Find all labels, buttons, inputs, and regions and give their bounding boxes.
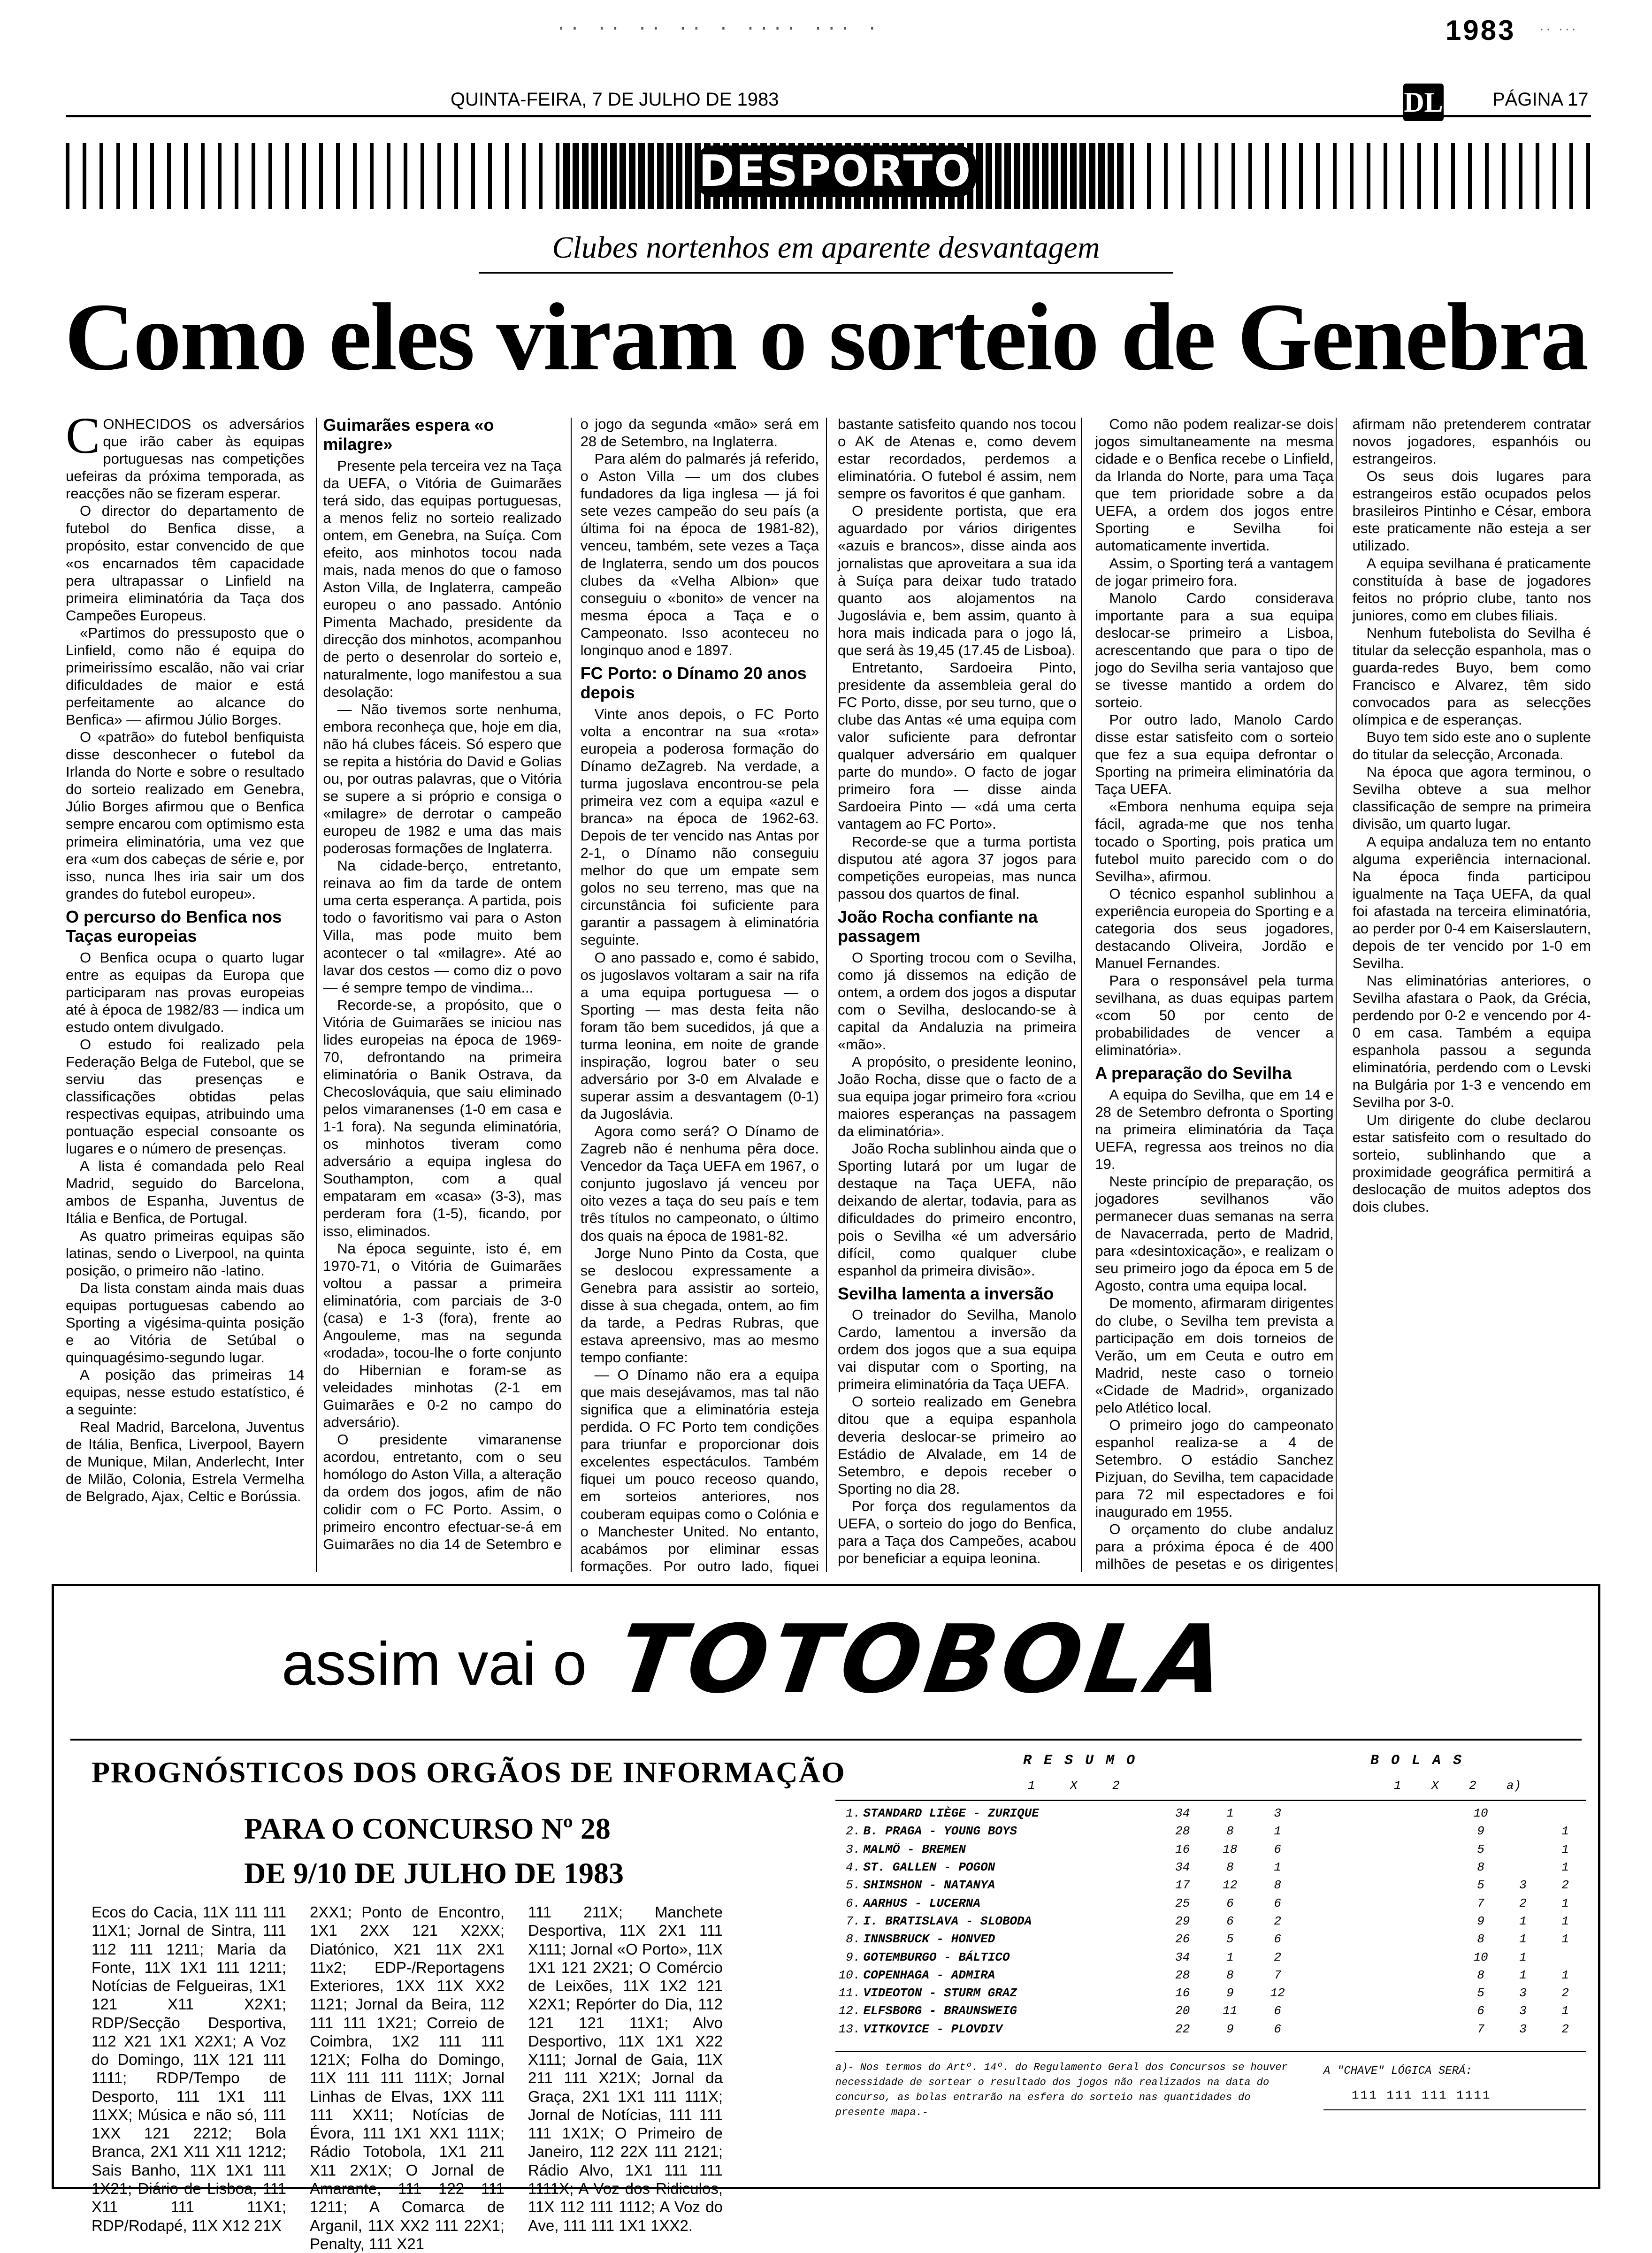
prognosticos-text: 111 211X; Manchete Desportiva, 11X 2X1 111 X111; Jornal «O Porto», 11X 1X1 121 2X21; O Comércio de Leixões, 11X 1X2 121 X2X1; Repórter do Dia, 112 121 121 11X1; Alvo Desportivo, 11X 1X1 X22 X111; Jornal de Gaia, 11X 211 111 X21X; Jornal da Graça, 2X1 1X1 111 111X; Jornal de Notícias, 111 111 111 1X1X; O Primeiro de Janeiro, 112 22X 111 2121; Rádio Alvo, 1X1 111 111 1111X; A Voz dos Ridiculos, 11X 112 111 1112; A Voz do Ave, 111 111 1X1 1XX2. bbox=[528, 1903, 723, 2234]
game-teams: STANDARD LIÈGE - ZURIQUE bbox=[863, 1806, 1039, 1821]
masthead-faded-right: ·· ··· bbox=[1539, 21, 1578, 37]
text: Presente pela terceira vez na Taça da UEFA, o Vitória de Guimarães terá sido, das equipas portuguesas, a menos feliz no sorteio realizado ontem, em Genebra, na Suíça. Com efeito, aos minhotos tocou nada mais, nada menos do que o famoso Aston Villa, de Inglaterra, campeão europeu o ano passado. António Pimenta Machado, presidente da direcção dos minhotos, acompanhou de perto o desenrolar do sorteio e, naturalmente, logo manifestou a sua desolação: bbox=[323, 457, 562, 700]
table-row bbox=[835, 1966, 1586, 1984]
paragraph bbox=[581, 949, 819, 1123]
resumo-count: 6 bbox=[1274, 1896, 1281, 1910]
paragraph bbox=[1095, 885, 1333, 972]
bolas-count: 5 bbox=[1477, 1878, 1484, 1893]
text: O orçamento do clube andaluz para a próxima época é de 400 milhões de pesetas e os dirigentes afirmam não pretenderem contratar novos jogadores, espanhóis ou estrangeiros. bbox=[1095, 416, 1591, 1573]
text: De momento, afirmaram dirigentes do clube, o Sevilha tem prevista a participação em dois torneios de Verão, um em Ceuta e outro em Madrid, neste caso o torneio «Cidade de Madrid», organizado pelo Atlético local. bbox=[1095, 1295, 1334, 1416]
paragraph bbox=[1353, 1111, 1591, 1215]
resumo-count: 3 bbox=[1274, 1806, 1281, 1821]
subheading bbox=[838, 1284, 1076, 1303]
bolas-count: 9 bbox=[1477, 1824, 1484, 1839]
resumo-count: 1 bbox=[1226, 1950, 1234, 1964]
resumo-footnote: a)- Nos termos do Artº. 14º. do Regulamento Geral dos Concursos se houver necessidade de sortear o resultado dos jogos não realizados na data do concurso, as bolas entrarão na esfera do sorteio nas quantidades do presente mapa.- bbox=[835, 2062, 1288, 2118]
bolas-count bbox=[1502, 1841, 1544, 1858]
text: Recorde-se que a turma portista disputou até agora 37 jogos para competições europeias, mas nunca passou dos quartos de final. bbox=[837, 833, 1077, 902]
game-number: 11. bbox=[838, 1986, 861, 2001]
bolas-count bbox=[1502, 1858, 1544, 1876]
resumo-count: 25 bbox=[1175, 1896, 1190, 1910]
bolas-count: 9 bbox=[1477, 1914, 1484, 1928]
game-number: 5. bbox=[846, 1878, 861, 1893]
totobola-rule bbox=[70, 1739, 1582, 1741]
kicker: Clubes nortenhos em aparente desvantagem bbox=[552, 230, 1100, 265]
bolas-count: 7 bbox=[1477, 1896, 1484, 1910]
text: Os seus dois lugares para estrangeiros estão ocupados pelos brasileiros Pintinho e César, embora este praticamente não esteja a ser utilizado. bbox=[1352, 468, 1591, 554]
bolas-count: 3 bbox=[1519, 2004, 1527, 2018]
paragraph bbox=[323, 701, 561, 857]
text: — Não tivemos sorte nenhuma, embora reconheça que, hoje em dia, não há clubes fáceis. Só espero que se repita a história do David e Golias ou, por outras palavras, que o Vitória se supere a si próprio e consiga o «milagre» de derrotar o campeão europeu de 1982 e uma das mais poderosas formações de Inglaterra. bbox=[323, 701, 562, 857]
text: Para o responsável pela turma sevilhana, as duas equipas partem «com 50 por cento de probabilidades de vencer a eliminatória». bbox=[1095, 972, 1334, 1059]
text: O presidente vimaranense acordou, entretanto, com o seu homólogo do Aston Villa, a alteração da ordem dos jogos, afim de não colidir com o FC Porto. Assim, o primeiro encontro efectuar-se-á em Guimarães no dia 14 de Setembro e o jogo da segunda «mão» será em 28 de Setembro, na Inglaterra. bbox=[323, 416, 819, 1552]
bolas-count bbox=[1544, 1804, 1586, 1822]
bolas-count: 3 bbox=[1519, 1878, 1527, 1893]
resumo-footer-rule bbox=[835, 2051, 1586, 2052]
text: João Rocha confiante na passagem bbox=[837, 907, 1038, 946]
resumo-count: 22 bbox=[1175, 2022, 1190, 2036]
totobola-logo: TOTOBOLA bbox=[612, 1605, 1236, 1714]
paragraph bbox=[1353, 728, 1591, 763]
bolas-sub-a: a) bbox=[1507, 1779, 1522, 1793]
resumo-count: 6 bbox=[1274, 2022, 1281, 2036]
paragraph bbox=[1095, 1173, 1333, 1294]
text: Nas eliminatórias anteriores, o Sevilha afastara o Paok, da Grécia, perdendo por 0-2 e vencendo por 4-0 em casa. Também a equipa espanhola passou a segunda eliminatória, perdendo com o Levski na Bulgária por 1-3 e vencendo em Sevilha por 3-0. bbox=[1352, 972, 1591, 1111]
paragraph bbox=[1095, 1086, 1333, 1173]
text: O «patrão» do futebol benfiquista disse desconhecer o futebol da Irlanda do Norte e sobre o resultado do sorteio realizado em Genebra, Júlio Borges afirmou que o Benfica sempre encarou com optimismo esta primeira eliminatória, uma vez que era «um dos cabeças de série e, por isso, nunca lhes iria sair um dos grandes do futebol europeu». bbox=[66, 729, 305, 902]
resumo-sub-2: 2 bbox=[1112, 1779, 1120, 1793]
game-teams: ELFSBORG - BRAUNSWEIG bbox=[863, 2004, 1017, 2018]
text: Neste princípio de preparação, os jogadores sevilhanos vão permanecer duas semanas na serra de Navacerrada, perto de Madrid, para «desintoxicação», e realizam o seu primeiro jogo da época em 5 de Agosto, contra uma equipa local. bbox=[1095, 1173, 1334, 1294]
bolas-count: 3 bbox=[1519, 2022, 1527, 2036]
bolas-count: 1 bbox=[1561, 1896, 1569, 1910]
prognosticos-column bbox=[92, 1903, 286, 2235]
resumo-count: 2 bbox=[1274, 1914, 1281, 1928]
text: Nenhum futebolista do Sevilha é titular da selecção espanhola, mas o guarda-redes Buyo, bem como Francisco e Alvarez, têm sido convocados para as selecções olímpica e de esperanças. bbox=[1352, 624, 1591, 728]
table-row bbox=[835, 2002, 1586, 2020]
paragraph bbox=[838, 1393, 1076, 1497]
paragraph bbox=[838, 833, 1076, 902]
bolas-count: 1 bbox=[1519, 1950, 1527, 1964]
game-teams: ST. GALLEN - POGON bbox=[863, 1860, 995, 1875]
bolas-count bbox=[1544, 1948, 1586, 1966]
resumo-count: 8 bbox=[1226, 1968, 1234, 1982]
paragraph bbox=[66, 728, 304, 902]
text: Vinte anos depois, o FC Porto volta a encontrar na sua «rota» europeia a poderosa formação do Dínamo deZagreb. Na verdade, a turma jugoslava encontrou-se pela primeira vez com a equipa «azul e branca» na época de 1962-63. Depois de ter vencido nas Antas por 2-1, o Dínamo não conseguiu melhor do que um empate sem golos no seu terreno, mas que na circunstância foi suficiente para garantir a passagem à eliminatória seguinte. bbox=[580, 705, 819, 948]
bolas-sub-2: 2 bbox=[1469, 1779, 1476, 1793]
table-row bbox=[835, 1912, 1586, 1930]
bolas-count: 8 bbox=[1477, 1932, 1484, 1947]
text: «Embora nenhuma equipa seja fácil, agrada-me que nos tenha tocado o Sporting, pois pratica um futebol muito parecido com o do Sevilha», afirmou. bbox=[1095, 798, 1334, 885]
resumo-count: 1 bbox=[1274, 1824, 1281, 1839]
paragraph bbox=[66, 1418, 304, 1505]
game-teams: VITKOVICE - PLOVDIV bbox=[863, 2022, 1002, 2036]
game-number: 7. bbox=[846, 1914, 861, 1928]
bolas-count: 1 bbox=[1561, 1842, 1569, 1856]
lead-paragraph bbox=[66, 407, 305, 502]
game-number: 13. bbox=[838, 2022, 861, 2036]
resumo-sub-1: 1 bbox=[1028, 1779, 1035, 1793]
resumo-count: 1 bbox=[1226, 1806, 1234, 1821]
spacer bbox=[1301, 1841, 1460, 1858]
text: Agora como será? O Dínamo de Zagreb não é nenhuma pêra doce. Vencedor da Taça UEFA em 1967, o conjunto jugoslavo já venceu por oito vezes a taça do seu país e tem três títulos no campeonato, o último dos quais na época de 1981-82. bbox=[580, 1123, 819, 1244]
text: João Rocha sublinhou ainda que o Sporting lutará por um lugar de destaque na Taça UEFA, não deixando de alertar, todavia, para as dificuldades do primeiro encontro, pois o Sevilha «é um adversário difícil, como qualquer clube espanhol da primeira divisão». bbox=[837, 1140, 1077, 1279]
bolas-count: 2 bbox=[1561, 2022, 1569, 2036]
text: Assim, o Sporting terá a vantagem de jogar primeiro fora. bbox=[1095, 555, 1334, 589]
text: Por força dos regulamentos da UEFA, o sorteio do jogo do Benfica, para a Taça dos Campeões, acabou por beneficiar a equipa leonina. bbox=[837, 1497, 1077, 1566]
text: A propósito, o presidente leonino, João Rocha, disse que o facto de a sua equipa jogar primeiro fora «criou maiores esperanças na passagem da eliminatória». bbox=[837, 1053, 1077, 1140]
bolas-count: 1 bbox=[1561, 2004, 1569, 2018]
resumo-count: 6 bbox=[1274, 1932, 1281, 1947]
text: Real Madrid, Barcelona, Juventus de Itália, Benfica, Liverpool, Bayern de Munique, Milan, Anderlecht, Inter de Milão, Colonia, Estrela Vermelha de Belgrado, Ajax, Celtic e Borússia. bbox=[66, 1419, 305, 1505]
paragraph bbox=[1353, 467, 1591, 554]
game-teams: MALMÖ - BREMEN bbox=[863, 1842, 966, 1856]
game-number: 9. bbox=[846, 1950, 861, 1964]
resumo-count: 9 bbox=[1226, 2022, 1234, 2036]
paragraph bbox=[838, 1497, 1076, 1567]
text: A equipa do Sevilha, que em 14 e 28 de Setembro defronta o Sporting na primeira eliminatória da Taça UEFA, regressa aos treinos no dia 19. bbox=[1095, 1086, 1334, 1172]
resumo-count: 8 bbox=[1274, 1878, 1281, 1893]
spacer bbox=[1301, 1858, 1460, 1876]
resumo-count: 12 bbox=[1223, 1878, 1238, 1893]
chave-rule bbox=[1323, 2109, 1586, 2110]
table-row bbox=[835, 1822, 1586, 1840]
subheading bbox=[838, 907, 1076, 946]
spacer bbox=[1301, 2020, 1460, 2038]
prognosticos-date: DE 9/10 DE JULHO DE 1983 bbox=[244, 1856, 624, 1890]
resumo-count: 6 bbox=[1226, 1914, 1234, 1928]
paragraph bbox=[66, 1157, 304, 1227]
masthead-faded-title: ·· ·· ·· ·· · ···· ··· · bbox=[556, 19, 880, 39]
paragraph bbox=[323, 996, 561, 1240]
resumo-count: 18 bbox=[1223, 1842, 1238, 1856]
game-teams: AARHUS - LUCERNA bbox=[863, 1896, 981, 1910]
paragraph bbox=[66, 1227, 304, 1279]
text: O ano passado e, como é sabido, os jugoslavos voltaram a sair na rifa a uma equipa portuguesa — o Sporting — mas desta feita não foram tão bem sucedidos, já que a turma leonina, em noite de grande inspiração, logrou bater o seu adversário por 3-0 em Alvalade e superar assim a desvantagem (0-1) da Jugoslávia. bbox=[580, 949, 819, 1123]
paragraph bbox=[838, 502, 1076, 659]
bolas-label: B O L A S bbox=[1370, 1753, 1464, 1769]
text: As quatro primeiras equipas são latinas, sendo o Liverpool, na quinta posição, o primeiro não -latino. bbox=[66, 1227, 305, 1279]
bolas-count: 2 bbox=[1519, 1896, 1527, 1910]
text: ONHECIDOS os adversários que irão caber às equipas portuguesas nas competições uefeiras da próxima temporada, as reacções não se fizeram esperar. bbox=[66, 416, 305, 502]
table-row bbox=[835, 1804, 1586, 1822]
text: «Partimos do pressuposto que o Linfield, como não é equipa do primeirissímo escalão, não vai criar dificuldades de maior e está perfeitamente ao alcance do Benfica» — afirmou Júlio Borges. bbox=[66, 624, 305, 728]
resumo-count: 17 bbox=[1175, 1878, 1190, 1893]
spacer bbox=[1301, 1984, 1460, 2002]
paragraph bbox=[1095, 555, 1333, 589]
text: O Benfica ocupa o quarto lugar entre as equipas da Europa que participaram nas provas europeias até à época de 1982/83 — indica um estudo ontem divulgado. bbox=[66, 949, 305, 1035]
prognosticos-text: Ecos do Cacia, 11X 111 111 11X1; Jornal de Sintra, 111 112 111 1211; Maria da Fonte, 11X 1X1 111 1211; Notícias de Felgueiras, 1X1 121 X11 X2X1; RDP/Secção Desportiva, 112 X21 1X1 X2X1; A Voz do Domingo, 11X 121 111 1111; RDP/Tempo de Desporto, 111 1X1 111 11XX; Música e não só, 111 1XX 121 2212; Bola Branca, 2X1 X11 X11 1212; Sais Banho, 11X 1X1 111 1X21; Diário de Lisboa, 111 X11 111 11X1; RDP/Rodapé, 11X X12 21X bbox=[92, 1903, 286, 2234]
bolas-count: 5 bbox=[1477, 1842, 1484, 1856]
section-label: DESPORTO bbox=[695, 145, 976, 197]
resumo-count: 12 bbox=[1270, 1986, 1285, 2001]
paragraph bbox=[323, 457, 561, 701]
text: O técnico espanhol sublinhou a experiência europeia do Sporting e a categoria dos seus jogadores, destacando Oliveira, Jordão e Manuel Fernandes. bbox=[1095, 885, 1334, 971]
text: Da lista constam ainda mais duas equipas portuguesas cabendo ao Sporting a vigésima-quinta posição e ao Vitória de Setúbal o quinquagésimo-segundo lugar. bbox=[66, 1279, 305, 1366]
text: O presidente portista, que era aguardado por vários dirigentes «azuis e brancos», disse ainda aos jornalistas que aproveitara a sua ida à Suíça para deixar tudo tratado quanto aos alojamentos na Jugoslávia e, bem assim, quanto à hora mais indicada para o jogo lá, que será às 19,45 (17.45 de Lisboa). bbox=[837, 503, 1077, 658]
text: A lista é comandada pelo Real Madrid, seguido do Barcelona, ambos de Espanha, Juventus de Itália e Benfica, de Portugal. bbox=[66, 1158, 305, 1227]
spacer bbox=[1301, 1894, 1460, 1912]
resumo-count: 20 bbox=[1175, 2004, 1190, 2018]
bolas-count: 1 bbox=[1519, 1932, 1527, 1947]
game-number: 3. bbox=[846, 1842, 861, 1856]
text: O primeiro jogo do campeonato espanhol realiza-se a 4 de Setembro. O estádio Sanchez Pizjuan, do Sevilha, tem capacidade para 72 mil espectadores e foi inaugurado em 1955. bbox=[1095, 1416, 1334, 1520]
newspaper-logo-icon: DL bbox=[1403, 84, 1444, 121]
game-teams: GOTEMBURGO - BÁLTICO bbox=[863, 1950, 1010, 1964]
bolas-count: 1 bbox=[1561, 1968, 1569, 1982]
article-body bbox=[66, 407, 1591, 1577]
paragraph bbox=[66, 624, 304, 728]
paragraph bbox=[1353, 763, 1591, 832]
text: Manolo Cardo considerava importante para a sua equipa deslocar-se primeiro a Lisboa, acrescentando que para o tipo de jogo do Sevilha seria vantajoso que se tivesse mantido a ordem do sorteio. bbox=[1095, 589, 1334, 710]
resumo-count: 5 bbox=[1226, 1932, 1234, 1947]
text: A preparação do Sevilha bbox=[1095, 1063, 1292, 1083]
table-row bbox=[835, 1876, 1586, 1894]
spacer bbox=[1301, 1876, 1460, 1894]
paragraph bbox=[1353, 833, 1591, 972]
text: Como não podem realizar-se dois jogos simultaneamente na mesma cidade e o Benfica recebe o Linfield, da Irlanda do Norte, para uma Taça que tem prioridade sobre a da UEFA, a ordem dos jogos entre Sporting e Sevilha foi automaticamente invertida. bbox=[1095, 416, 1334, 554]
text: Entretanto, Sardoeira Pinto, presidente da assembleia geral do FC Porto, disse, por seu turno, que o clube das Antas «é uma equipa com valor suficiente para defrontar qualquer adversário em qualquer parte do mundo». O facto de jogar primeiro fora — disse ainda Sardoeira Pinto — «dá uma certa vantagem ao FC Porto». bbox=[837, 659, 1077, 832]
paragraph bbox=[66, 1279, 304, 1366]
kicker-underline bbox=[479, 272, 1173, 274]
spacer bbox=[1301, 1948, 1460, 1966]
text: Para além do palmarés já referido, o Aston Villa — um dos clubes fundadores da liga inglesa — já foi sete vezes campeão do seu país (a última foi na época de 1981-82), venceu, também, sete vezes a Taça de Inglaterra, sendo um dos poucos clubes da «Velha Albion» que conseguiu o «bonito» de vencer na mesma época a Taça e o Campeonato. Isso aconteceu no longinquo anod e 1897. bbox=[580, 451, 819, 658]
paragraph bbox=[1095, 589, 1333, 711]
resumo-count: 16 bbox=[1175, 1986, 1190, 2001]
paragraph bbox=[1353, 624, 1591, 728]
subheading bbox=[66, 907, 304, 946]
bolas-count bbox=[1502, 1804, 1544, 1822]
paragraph bbox=[66, 502, 304, 624]
paragraph bbox=[838, 1053, 1076, 1140]
game-number: 10. bbox=[838, 1968, 861, 1982]
paragraph bbox=[1095, 415, 1333, 555]
text: Na época seguinte, isto é, em 1970-71, o Vitória de Guimarães voltou a passar a primeira eliminatória, com parciais de 3-0 (casa) e 1-3 (fora), frente ao Angouleme, mas na segunda «rodada», tocou-lhe o forte conjunto do Hibernian e foram-se as veleidades minhotas (2-1 em Guimarães e 0-2 no campo do adversário). bbox=[323, 1240, 562, 1431]
text: Recorde-se, a propósito, que o Vitória de Guimarães se iniciou nas lides europeias na época de 1969-70, defrontando na primeira eliminatória o Banik Ostrava, da Checoslováquia, que saiu eliminado pelos vimaranenses (1-0 em casa e 1-1 fora). Na segunda eliminatória, os minhotos tiveram como adversário a equipa inglesa do Southampton, com a qual empataram em «casa» (3-3), mas perderam fora (1-5), ficando, por isso, eliminados. bbox=[323, 996, 562, 1239]
game-number: 12. bbox=[838, 2004, 861, 2018]
edition-mark: 1983 bbox=[1446, 15, 1516, 46]
game-number: 8. bbox=[846, 1932, 861, 1947]
table-row bbox=[835, 1858, 1586, 1876]
game-number: 2. bbox=[846, 1824, 861, 1839]
bolas-count: 10 bbox=[1473, 1806, 1488, 1821]
paragraph bbox=[581, 1245, 819, 1366]
text: O sorteio realizado em Genebra ditou que a equipa espanhola deveria deslocar-se primeiro ao Estádio de Alvalade, em 14 de Setembro, e depois receber o Sporting no dia 28. bbox=[837, 1393, 1077, 1497]
resumo-rule bbox=[835, 1800, 1586, 1801]
bolas-count: 5 bbox=[1477, 1986, 1484, 2001]
resumo-count: 6 bbox=[1274, 2004, 1281, 2018]
game-number: 6. bbox=[846, 1896, 861, 1910]
game-teams: I. BRATISLAVA - SLOBODA bbox=[863, 1914, 1032, 1928]
bolas-count: 8 bbox=[1477, 1968, 1484, 1982]
resumo-header bbox=[1023, 1753, 1586, 1769]
totobola-lead: assim vai o bbox=[282, 1629, 587, 1698]
resumo-count: 8 bbox=[1226, 1860, 1234, 1875]
resumo-count: 28 bbox=[1175, 1824, 1190, 1839]
paragraph bbox=[323, 857, 561, 996]
paragraph bbox=[1353, 555, 1591, 624]
bolas-count: 1 bbox=[1561, 1824, 1569, 1839]
resumo-count: 34 bbox=[1175, 1806, 1190, 1821]
resumo-count: 9 bbox=[1226, 1986, 1234, 2001]
bolas-count: 2 bbox=[1561, 1878, 1569, 1893]
table-row bbox=[835, 1930, 1586, 1948]
text: FC Porto: o Dínamo 20 anos depois bbox=[580, 663, 807, 703]
headline: Como eles viram o sorteio de Genebra bbox=[64, 283, 1588, 390]
chave-value: 111 111 111 1111 bbox=[1352, 2088, 1491, 2102]
text: Sevilha lamenta a inversão bbox=[837, 1283, 1054, 1303]
resumo-count: 7 bbox=[1274, 1968, 1281, 1982]
prognosticos-text: 2XX1; Ponto de Encontro, 1X1 2XX 121 X2XX; Diatónico, X21 11X 2X1 11x2; EDP-/Reportagens Exteriores, 1XX 11X XX2 1121; Jornal da Beira, 112 111 111 1X21; Correio de Coimbra, 1X2 111 111 121X; Folha do Domingo, 11X 111 111 111X; Jornal Linhas de Elvas, 1XX 111 111 XX11; Notícias de Évora, 111 1X1 XX1 111X; Rádio Totobola, 1X1 211 X11 2X1X; O Jornal de Amarante, 111 122 111 1211; A Comarca de Arganil, 11X XX2 111 22X1; Penalty, 111 X21 bbox=[310, 1903, 505, 2253]
paragraph bbox=[581, 450, 819, 659]
subheading bbox=[323, 415, 561, 454]
game-number: 4. bbox=[846, 1860, 861, 1875]
resumo-label: R E S U M O bbox=[1023, 1753, 1137, 1769]
resumo-count: 26 bbox=[1175, 1932, 1190, 1947]
paragraph bbox=[1095, 972, 1333, 1059]
paragraph bbox=[1095, 1294, 1333, 1416]
bolas-count: 7 bbox=[1477, 2022, 1484, 2036]
resumo-count: 11 bbox=[1223, 2004, 1238, 2018]
paragraph bbox=[66, 949, 304, 1036]
game-number: 1. bbox=[846, 1806, 861, 1821]
paragraph bbox=[323, 1240, 561, 1431]
paragraph bbox=[1095, 711, 1333, 798]
paragraph bbox=[66, 1036, 304, 1157]
paragraph bbox=[838, 1306, 1076, 1393]
paragraph bbox=[838, 949, 1076, 1053]
text: A posição das primeiras 14 equipas, nesse estudo estatístico, é a seguinte: bbox=[66, 1367, 305, 1418]
bolas-count: 2 bbox=[1561, 1986, 1569, 2001]
text: O director do departamento de futebol do Benfica disse, a propósito, estar convencido de que «os encarnados têm capacidade pera ultrapassar o Linfield na primeira eliminatória da Taça dos Campeões Europeus. bbox=[66, 503, 305, 624]
resumo-count: 34 bbox=[1175, 1950, 1190, 1964]
resumo-count: 16 bbox=[1175, 1842, 1190, 1856]
bolas-count: 1 bbox=[1519, 1968, 1527, 1982]
text: O estudo foi realizado pela Federação Belga de Futebol, que se serviu das presenças e classificações obtidas pelas respectivas equipas, atribuindo uma pontuação especial consoante os lugares e o número de presenças. bbox=[66, 1036, 305, 1157]
text: A equipa sevilhana é praticamente constituída à base de jogadores feitos no próprio clube, tanto nos juniores, como em clubes filiais. bbox=[1352, 555, 1591, 624]
bolas-count: 10 bbox=[1473, 1950, 1488, 1964]
text: Por outro lado, Manolo Cardo disse estar satisfeito com o sorteio que fez a sua equipa defrontar o Sporting na primeira eliminatória da Taça UEFA. bbox=[1095, 711, 1334, 798]
resumo-count: 6 bbox=[1274, 1842, 1281, 1856]
resumo-count: 8 bbox=[1226, 1824, 1234, 1839]
paragraph bbox=[1095, 1416, 1333, 1520]
text: Guimarães espera «o milagre» bbox=[323, 415, 494, 454]
prognosticos-concurso: PARA O CONCURSO Nº 28 bbox=[244, 1812, 611, 1845]
bolas-count: 1 bbox=[1561, 1914, 1569, 1928]
subheading bbox=[581, 664, 819, 703]
bolas-count: 6 bbox=[1477, 2004, 1484, 2018]
game-teams: SHIMSHON - NATANYA bbox=[863, 1878, 995, 1893]
paragraph bbox=[581, 1123, 819, 1244]
prognosticos-title: PROGNÓSTICOS DOS ORGÃOS DE INFORMAÇÃO bbox=[92, 1756, 846, 1789]
resumo-count: 34 bbox=[1175, 1860, 1190, 1875]
paragraph bbox=[1095, 798, 1333, 885]
paragraph bbox=[66, 1366, 304, 1418]
resumo-count: 1 bbox=[1274, 1860, 1281, 1875]
resumo-sub-x: X bbox=[1070, 1779, 1078, 1793]
prognosticos-column bbox=[528, 1903, 723, 2235]
chave-label: A "CHAVE" LÓGICA SERÁ: bbox=[1323, 2065, 1472, 2077]
resumo-count: 28 bbox=[1175, 1968, 1190, 1982]
table-row bbox=[835, 2020, 1586, 2038]
paragraph bbox=[838, 1140, 1076, 1279]
text: A equipa andaluza tem no entanto alguma experiência internacional. Na época finda participou igualmente na Taça UEFA, da qual foi afastada na terceira eliminatória, ao perder por 0-4 em Kaiserslautern, depois de ter vencido por 1-0 em Sevilha. bbox=[1352, 833, 1591, 971]
bolas-count bbox=[1502, 1822, 1544, 1840]
paragraph bbox=[838, 659, 1076, 833]
text: — O Dínamo não era a equipa que mais desejávamos, mas tal não significa que a eliminatória esteja perdida. O FC Porto tem condições para triunfar e proporcionar dois excelentes espectáculos. Também fiquei um pouco receoso quando, em sorteios anteriores, nos couberam equipas como o Colónia e o Manchester United. No entanto, acabámos por eliminar essas formações. Por outro lado, fiquei bastante satisfeito quando nos tocou o AK de Atenas e, como devem estar recordados, perdemos a eliminatória. O futebol é assim, nem sempre os favoritos é que ganham. bbox=[580, 416, 1077, 1574]
subheading bbox=[1095, 1063, 1333, 1083]
text: O Sporting trocou com o Sevilha, como já dissemos na edição de ontem, a ordem dos jogos a disputar com o Sevilha, deslocando-se à capital da Andaluzia na primeira «mão». bbox=[837, 949, 1077, 1053]
table-row bbox=[835, 1841, 1586, 1858]
paragraph bbox=[581, 705, 819, 949]
bolas-count: 8 bbox=[1477, 1860, 1484, 1875]
game-teams: INNSBRUCK - HONVED bbox=[863, 1932, 995, 1947]
text: Na cidade-berço, entretanto, reinava ao fim da tarde de ontem uma certa esperança. A partida, pois todo o favoritismo vai para o Aston Villa, mas pode muito bem acontecer o tal «milagre». Até ao lavar dos cestos — como diz o povo — é sempre tempo de vindima... bbox=[323, 857, 562, 996]
dateline: QUINTA-FEIRA, 7 DE JULHO DE 1983 bbox=[451, 89, 779, 110]
resumo-table bbox=[835, 1804, 1586, 2038]
text: Buyo tem sido este ano o suplente do titular da selecção, Arconada. bbox=[1352, 729, 1591, 763]
text: Um dirigente do clube declarou estar satisfeito com o resultado do sorteio, sublinhando que a proximidade geográfica permitirá a deslocação de muitos adeptos dos dois clubes. bbox=[1352, 1111, 1591, 1215]
resumo-count: 6 bbox=[1226, 1896, 1234, 1910]
spacer bbox=[1301, 1822, 1460, 1840]
bolas-count: 1 bbox=[1519, 1914, 1527, 1928]
spacer bbox=[1301, 1966, 1460, 1984]
table-row bbox=[835, 1948, 1586, 1966]
table-row bbox=[835, 1984, 1586, 2002]
spacer bbox=[1301, 2002, 1460, 2020]
prognosticos-column bbox=[310, 1903, 505, 2253]
bolas-sub-1: 1 bbox=[1394, 1779, 1401, 1793]
masthead-rule bbox=[66, 115, 1591, 117]
text: O percurso do Benfica nos Taças europeias bbox=[66, 907, 282, 946]
spacer bbox=[1301, 1912, 1460, 1930]
bolas-sub-x: X bbox=[1431, 1779, 1439, 1793]
dropcap: C bbox=[66, 407, 100, 464]
bolas-count: 1 bbox=[1561, 1860, 1569, 1875]
spacer bbox=[1301, 1930, 1460, 1948]
game-teams: B. PRAGA - YOUNG BOYS bbox=[863, 1824, 1017, 1839]
paragraph bbox=[1353, 972, 1591, 1111]
table-row bbox=[835, 1894, 1586, 1912]
game-teams: VIDEOTON - STURM GRAZ bbox=[863, 1986, 1017, 2001]
bolas-count: 3 bbox=[1519, 1986, 1527, 2001]
resumo-count: 29 bbox=[1175, 1914, 1190, 1928]
game-teams: COPENHAGA - ADMIRA bbox=[863, 1968, 995, 1982]
spacer bbox=[1301, 1804, 1460, 1822]
text: Jorge Nuno Pinto da Costa, que se deslocou expressamente a Genebra para assistir ao sorteio, disse à sua chegada, ontem, ao fim da tarde, a Pedras Rubras, que estava apreensivo, mas ao mesmo tempo confiante: bbox=[580, 1245, 819, 1366]
text: O treinador do Sevilha, Manolo Cardo, lamentou a inversão da ordem dos jogos que a sua equipa vai disputar com o Sporting, na primeira eliminatória da Taça UEFA. bbox=[837, 1306, 1077, 1393]
page-number: PÁGINA 17 bbox=[1492, 89, 1589, 110]
bolas-count: 1 bbox=[1561, 1932, 1569, 1947]
resumo-count: 2 bbox=[1274, 1950, 1281, 1964]
text: Na época que agora terminou, o Sevilha obteve a sua melhor classificação de sempre na primeira divisão, um quarto lugar. bbox=[1352, 764, 1591, 832]
